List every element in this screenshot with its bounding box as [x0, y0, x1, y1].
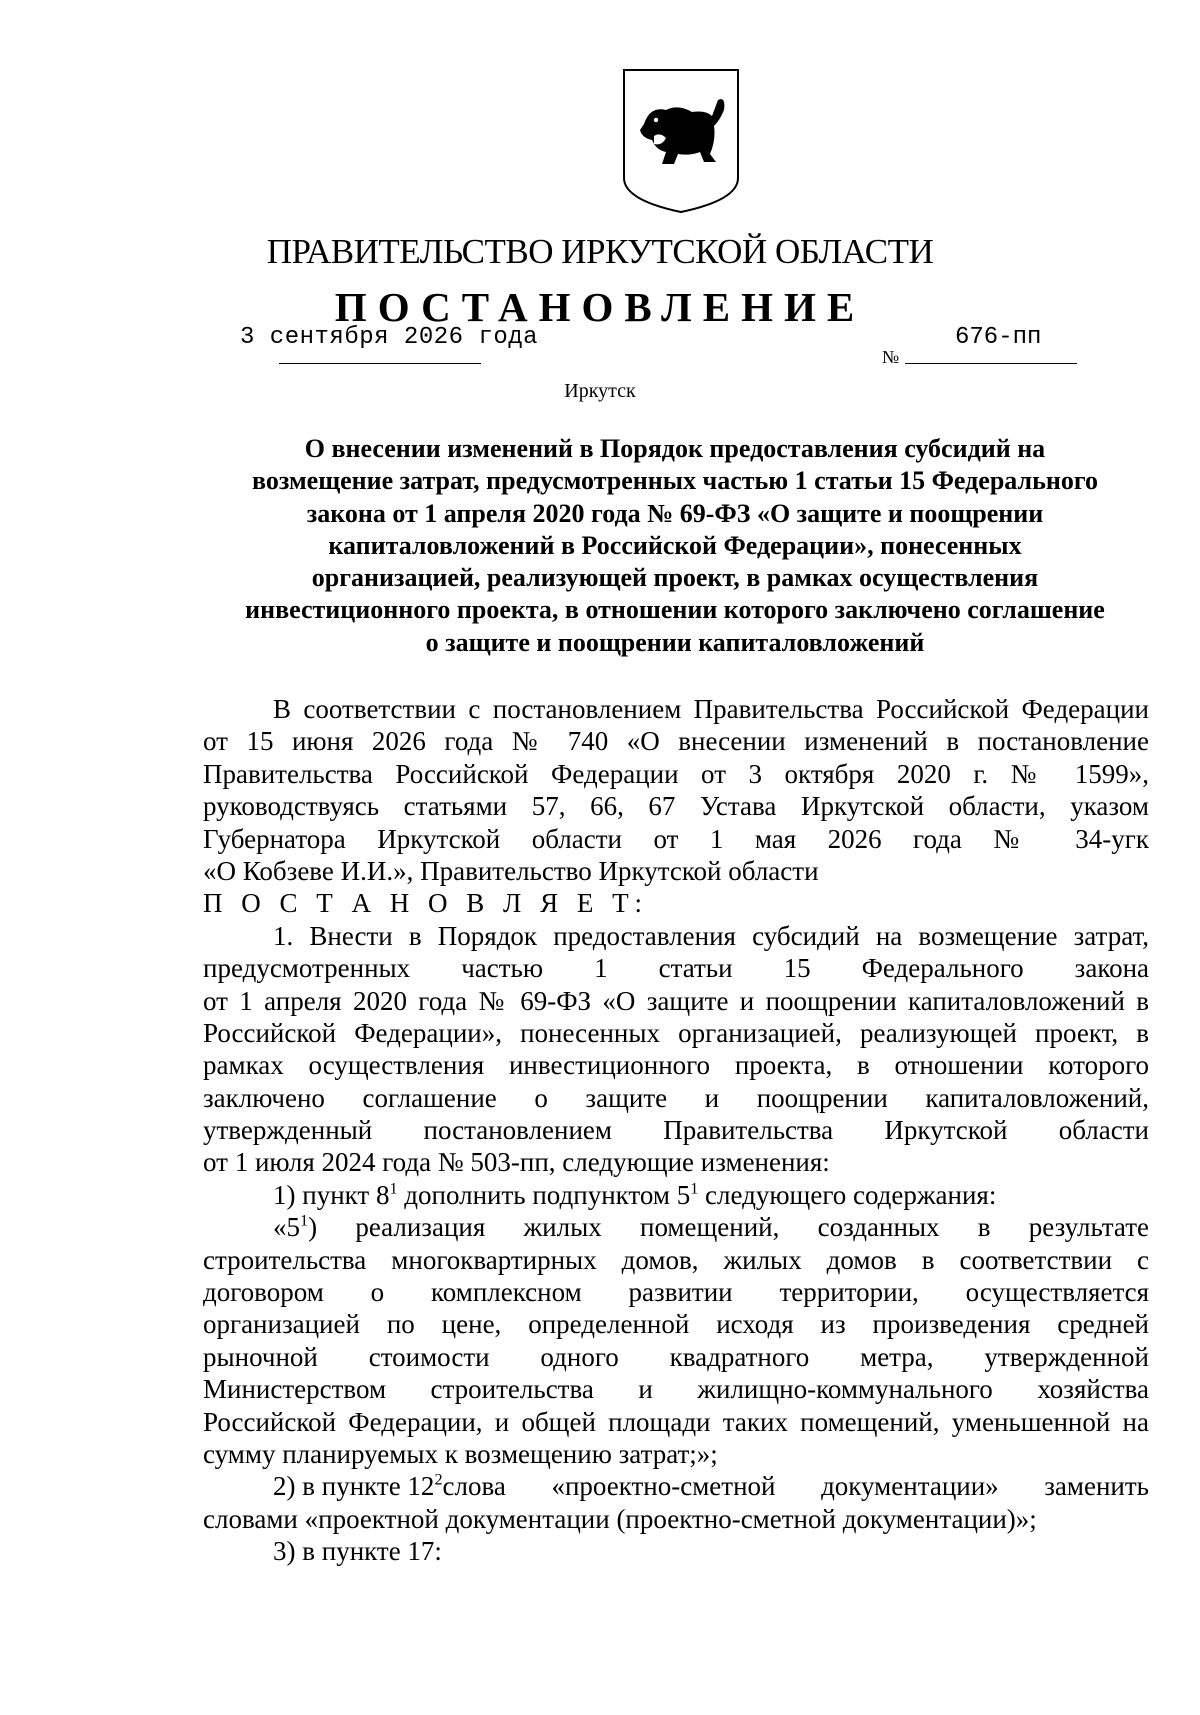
heading-line: возмещение затрат, предусмотренных частью 1 статьи 15 Федерального	[252, 466, 1098, 496]
quote-first-line	[203, 1211, 1149, 1243]
subitem-text: дополнить подпунктом 5	[397, 1179, 691, 1210]
body-line: 1. Внести в Порядок предоставления субсидий на возмещение затрат,	[273, 920, 1149, 951]
body-line: В соответствии с постановлением Правительства Российской Федерации	[273, 694, 1149, 724]
quote-text: ) реализация жилых помещений, созданных в результате	[308, 1212, 1149, 1243]
body-line: Губернатора Иркутской области от 1 мая 2026 года № 34-угк	[203, 823, 1149, 854]
heading-line: О внесении изменений в Порядок предоставления субсидий на	[304, 434, 1046, 463]
body-line: от 15 июня 2026 года № 740 «О внесении изменений в постановление	[203, 726, 1149, 757]
coat-of-arms-emblem	[620, 66, 742, 214]
body-line: от 1 июля 2024 года № 503-пп, следующие изменения:	[203, 1147, 830, 1178]
document-heading	[195, 433, 1155, 659]
body-line: рыночной стоимости одного квадратного метра, утвержденной	[203, 1341, 1149, 1372]
document-type-title: ПОСТАНОВЛЕНИЕ	[334, 284, 866, 330]
government-title: ПРАВИТЕЛЬСТВО ИРКУТСКОЙ ОБЛАСТИ	[266, 232, 934, 271]
subitem-text: следующего содержания:	[698, 1179, 997, 1210]
superscript: 2	[434, 1470, 443, 1489]
body-line: предусмотренных частью 1 статьи 15 Федерального закона	[203, 953, 1149, 984]
subitem-text: слова «проектно-сметной документации» заменить	[442, 1471, 1149, 1502]
heading-line: о защите и поощрении капиталовложений	[425, 627, 925, 657]
body-line: от 1 апреля 2020 года № 69-ФЗ «О защите и поощрении капиталовложений в	[203, 985, 1149, 1016]
subitem-text: 1) пункт 8	[273, 1179, 390, 1210]
superscript: 1	[389, 1179, 398, 1198]
heading-line: капиталовложений в Российской Федерации», понесенных	[328, 530, 1022, 560]
subitem-1	[203, 1179, 1149, 1211]
body-line: рамках осуществления инвестиционного проекта, в отношении которого	[203, 1050, 1149, 1081]
body-line: «О Кобзеве И.И.», Правительство Иркутской области	[203, 855, 819, 886]
date-underline	[279, 363, 481, 364]
body-line: Правительства Российской Федерации от 3 октября 2020 г. № 1599»,	[203, 758, 1149, 789]
body-line: строительства многоквартирных домов, жилых домов в соответствии с	[203, 1244, 1149, 1275]
heading-line: инвестиционного проекта, в отношении которого заключено соглашение	[245, 595, 1105, 625]
city-name: Иркутск	[564, 380, 636, 402]
decree-word: П О С Т А Н О В Л Я Е Т:	[203, 888, 649, 919]
body-line: сумму планируемых к возмещению затрат;»;	[203, 1438, 718, 1469]
body-line: организацией по цене, определенной исходя из произведения средней	[203, 1309, 1149, 1340]
superscript: 1	[690, 1179, 699, 1198]
number-underline	[905, 363, 1077, 364]
quote-text	[273, 1211, 308, 1243]
quote-open: «5	[273, 1212, 300, 1243]
subitem-2	[203, 1470, 1149, 1502]
heading-line: организацией, реализующей проект, в рамках осуществления	[311, 563, 1039, 593]
heading-line: закона от 1 апреля 2020 года № 69-ФЗ «О защите и поощрении	[306, 498, 1044, 528]
body-line: Российской Федерации, и общей площади таких помещений, уменьшенной на	[203, 1406, 1149, 1437]
document-body	[203, 693, 1149, 1568]
body-line: руководствуясь статьями 57, 66, 67 Устава Иркутской области, указом	[203, 791, 1149, 822]
body-line: Министерством строительства и жилищно-коммунального хозяйства	[203, 1374, 1149, 1405]
body-line: Российской Федерации», понесенных организацией, реализующей проект, в	[203, 1017, 1149, 1048]
number-sign: №	[882, 347, 900, 367]
document-number: 676-пп	[955, 324, 1042, 351]
subitem-text	[273, 1470, 443, 1502]
document-date: 3 сентября 2026 года	[240, 324, 539, 351]
subitem-number: 2) в пункте 12	[273, 1471, 435, 1502]
superscript: 1	[300, 1211, 309, 1230]
body-line: договором о комплексном развитии территории, осуществляется	[203, 1277, 1149, 1308]
body-line: утвержденный постановлением Правительства Иркутской области	[203, 1115, 1149, 1146]
body-line: заключено соглашение о защите и поощрении капиталовложений,	[203, 1082, 1149, 1113]
subitem-3: 3) в пункте 17:	[273, 1536, 442, 1567]
body-line: словами «проектной документации (проектно-сметной документации)»;	[203, 1503, 1037, 1534]
